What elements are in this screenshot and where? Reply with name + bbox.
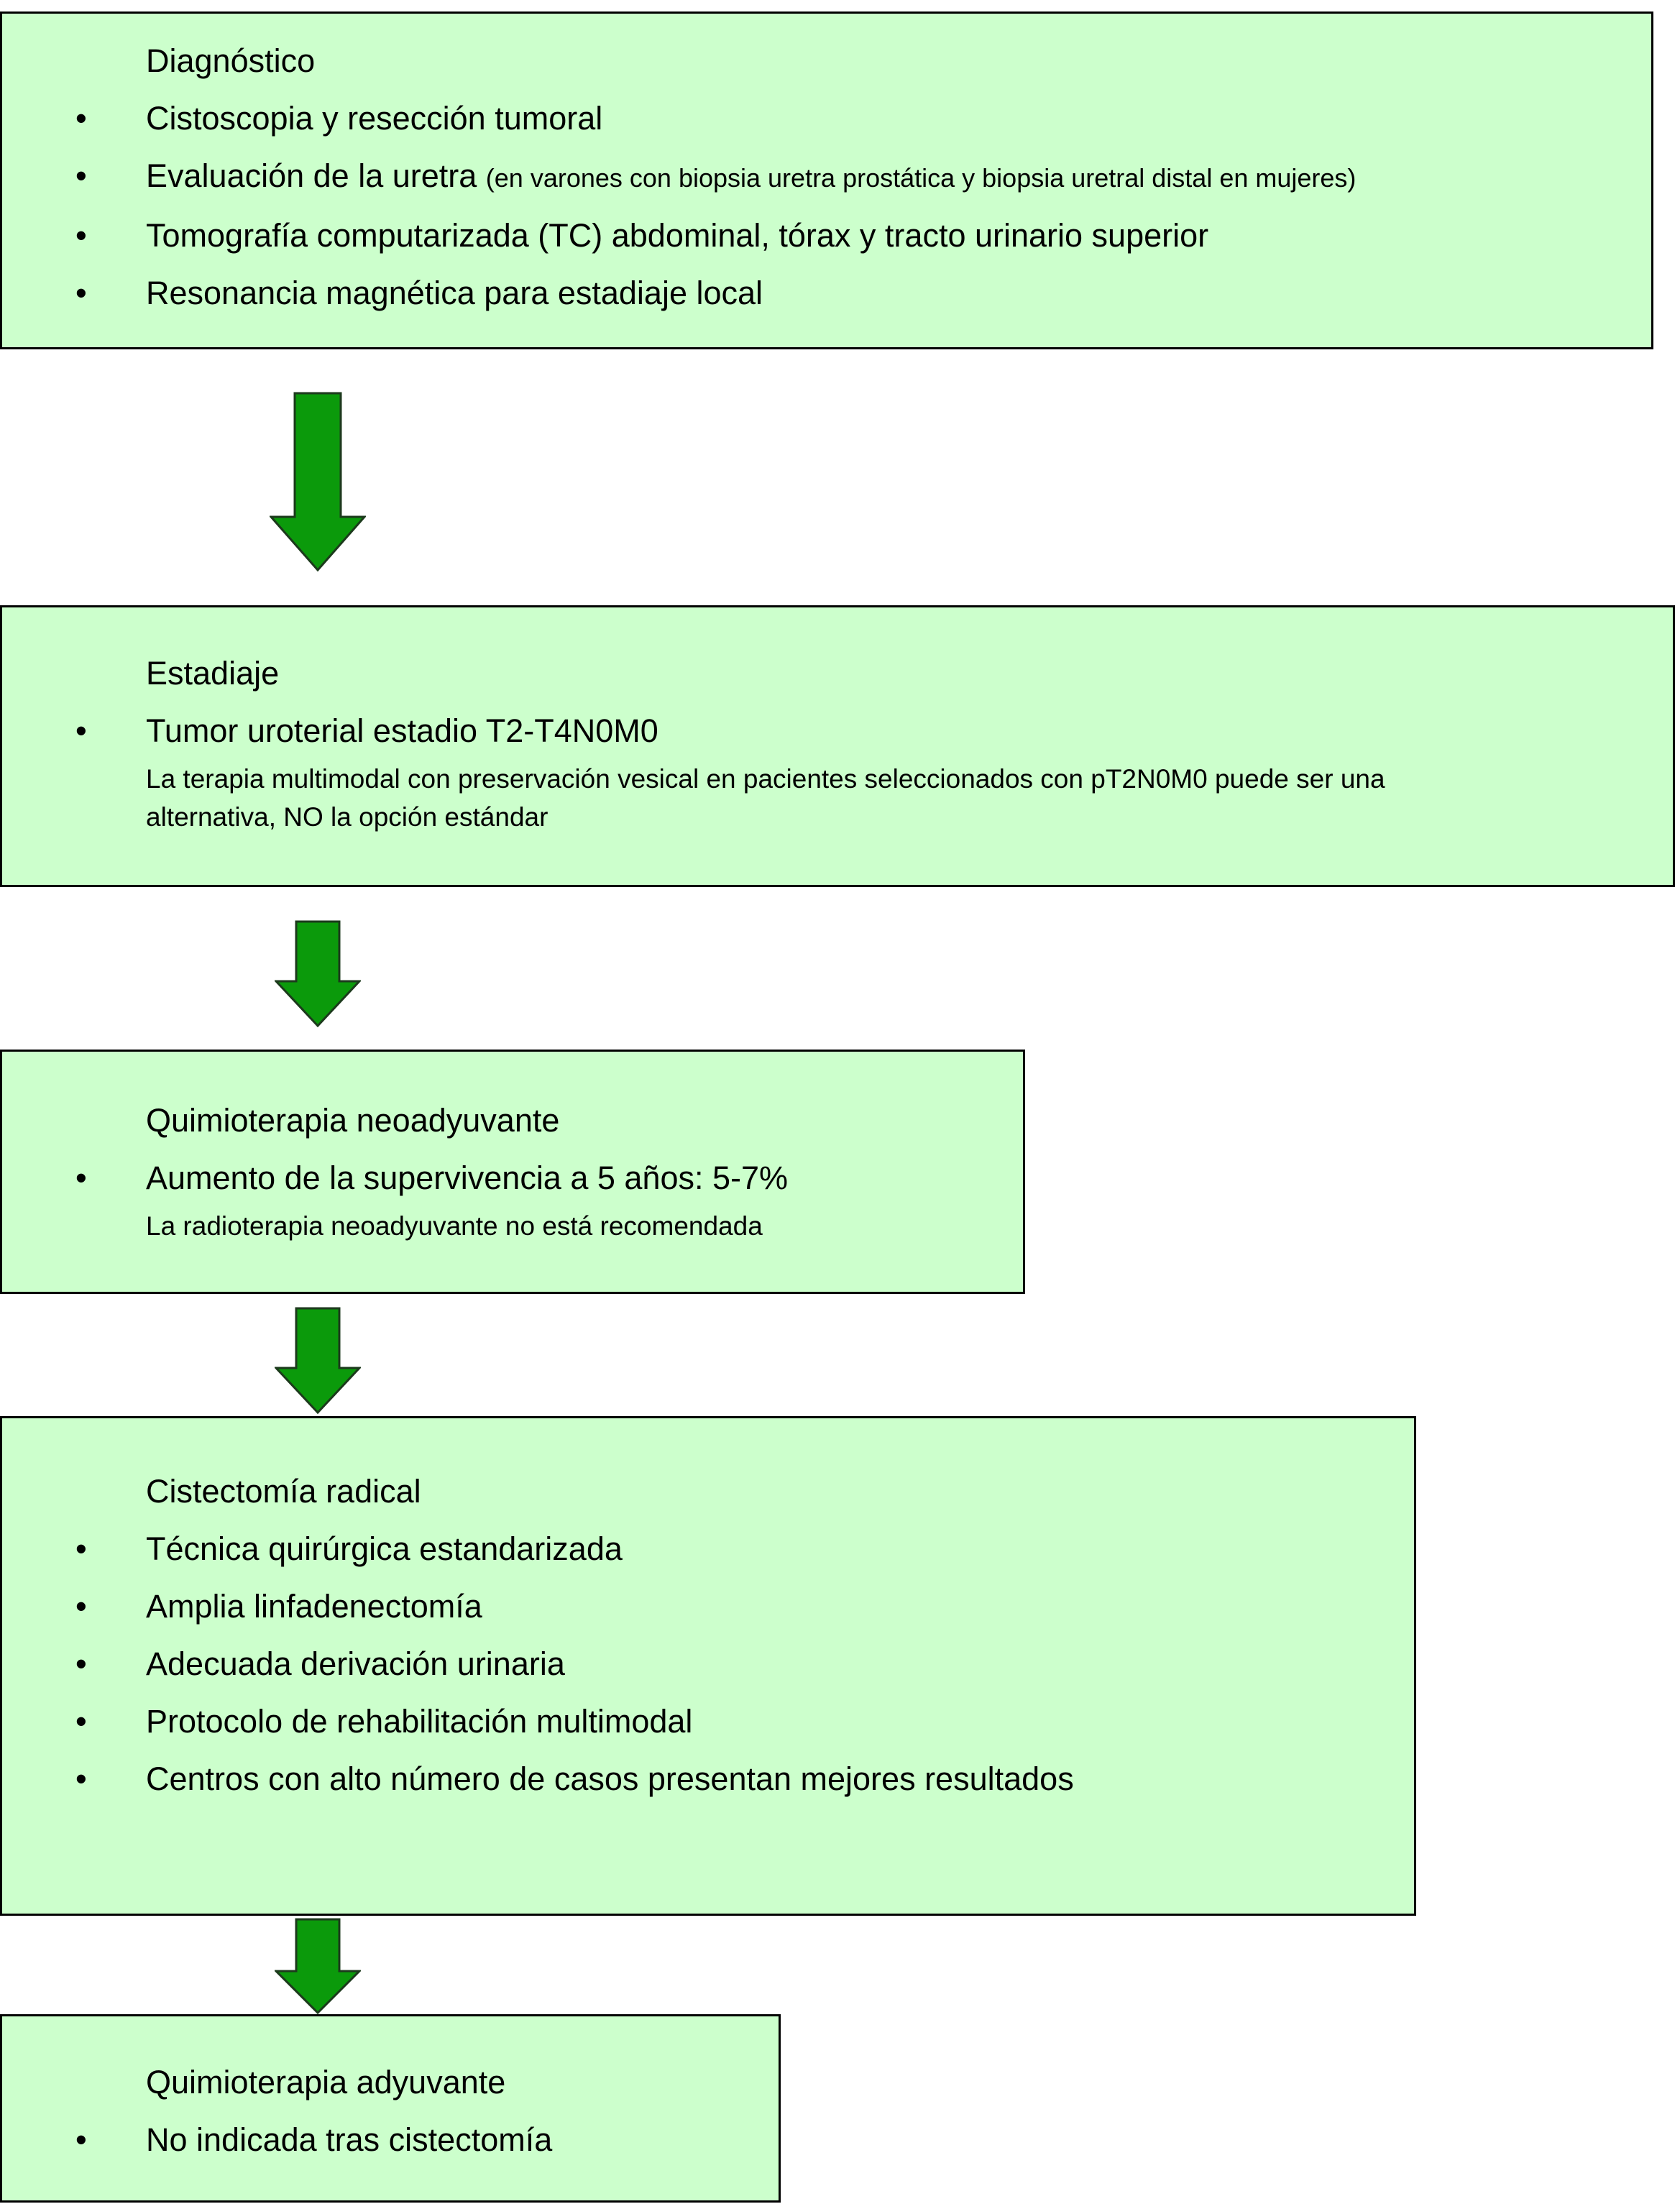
box-list: [2, 702, 1673, 843]
list-item: [2, 265, 1651, 322]
item-text: Resonancia magnética para estadiaje local: [146, 275, 763, 311]
item-text: Centros con alto número de casos presentan mejores resultados: [146, 1760, 1074, 1797]
box-title: Quimioterapia adyuvante: [146, 2064, 506, 2100]
item-text: Cistoscopia y resección tumoral: [146, 100, 603, 137]
list-item: [2, 1578, 1414, 1635]
box-list: [2, 1520, 1414, 1808]
item-text: Tomografía computarizada (TC) abdominal, tórax y tracto urinario superior: [146, 217, 1209, 254]
item-text: No indicada tras cistectomía: [146, 2121, 553, 2158]
list-item: [2, 90, 1651, 147]
list-item: [2, 147, 1651, 207]
list-item: [2, 1693, 1414, 1750]
box-title: Quimioterapia neoadyuvante: [146, 1102, 560, 1139]
list-item: [2, 2111, 779, 2169]
item-text: Aumento de la supervivencia a 5 años: 5-7%: [146, 1160, 789, 1196]
box-estadiaje: [0, 605, 1675, 887]
down-arrow-icon: [275, 920, 361, 1027]
item-text: Protocolo de rehabilitación multimodal: [146, 1703, 693, 1740]
item-text: Evaluación de la uretra: [146, 157, 486, 194]
box-title: Estadiaje: [146, 655, 280, 692]
item-text: Adecuada derivación urinaria: [146, 1645, 565, 1682]
box-quimioterapia-neoadyuvante: [0, 1050, 1025, 1294]
list-item: [2, 1750, 1414, 1808]
item-note: La terapia multimodal con preservación vesical en pacientes seleccionados con pT2N0M0 puede ser una alternativa, NO la opción estándar: [146, 764, 1385, 832]
down-arrow-icon: [270, 392, 366, 571]
box-cistectomia-radical: [0, 1416, 1416, 1916]
down-arrow-icon: [275, 1307, 361, 1414]
list-item: [2, 702, 1673, 843]
down-arrow-icon: [275, 1918, 361, 2014]
list-item: [2, 1149, 1023, 1252]
list-item: [2, 207, 1651, 265]
box-quimioterapia-adyuvante: [0, 2014, 781, 2203]
item-text: Técnica quirúrgica estandarizada: [146, 1530, 623, 1567]
box-list: [2, 1149, 1023, 1252]
list-item: [2, 1635, 1414, 1693]
box-title: Cistectomía radical: [146, 1473, 421, 1510]
item-note: La radioterapia neoadyuvante no está recomendada: [146, 1211, 763, 1241]
item-text: Amplia linfadenectomía: [146, 1588, 482, 1625]
box-list: [2, 2111, 779, 2169]
item-text: Tumor uroterial estadio T2-T4N0M0: [146, 712, 658, 749]
box-title: Diagnóstico: [146, 42, 316, 79]
box-diagnostico: [0, 12, 1653, 349]
item-subtext: (en varones con biopsia uretra prostática y biopsia uretral distal en mujeres): [485, 163, 1357, 193]
list-item: [2, 1520, 1414, 1578]
box-list: [2, 90, 1651, 322]
